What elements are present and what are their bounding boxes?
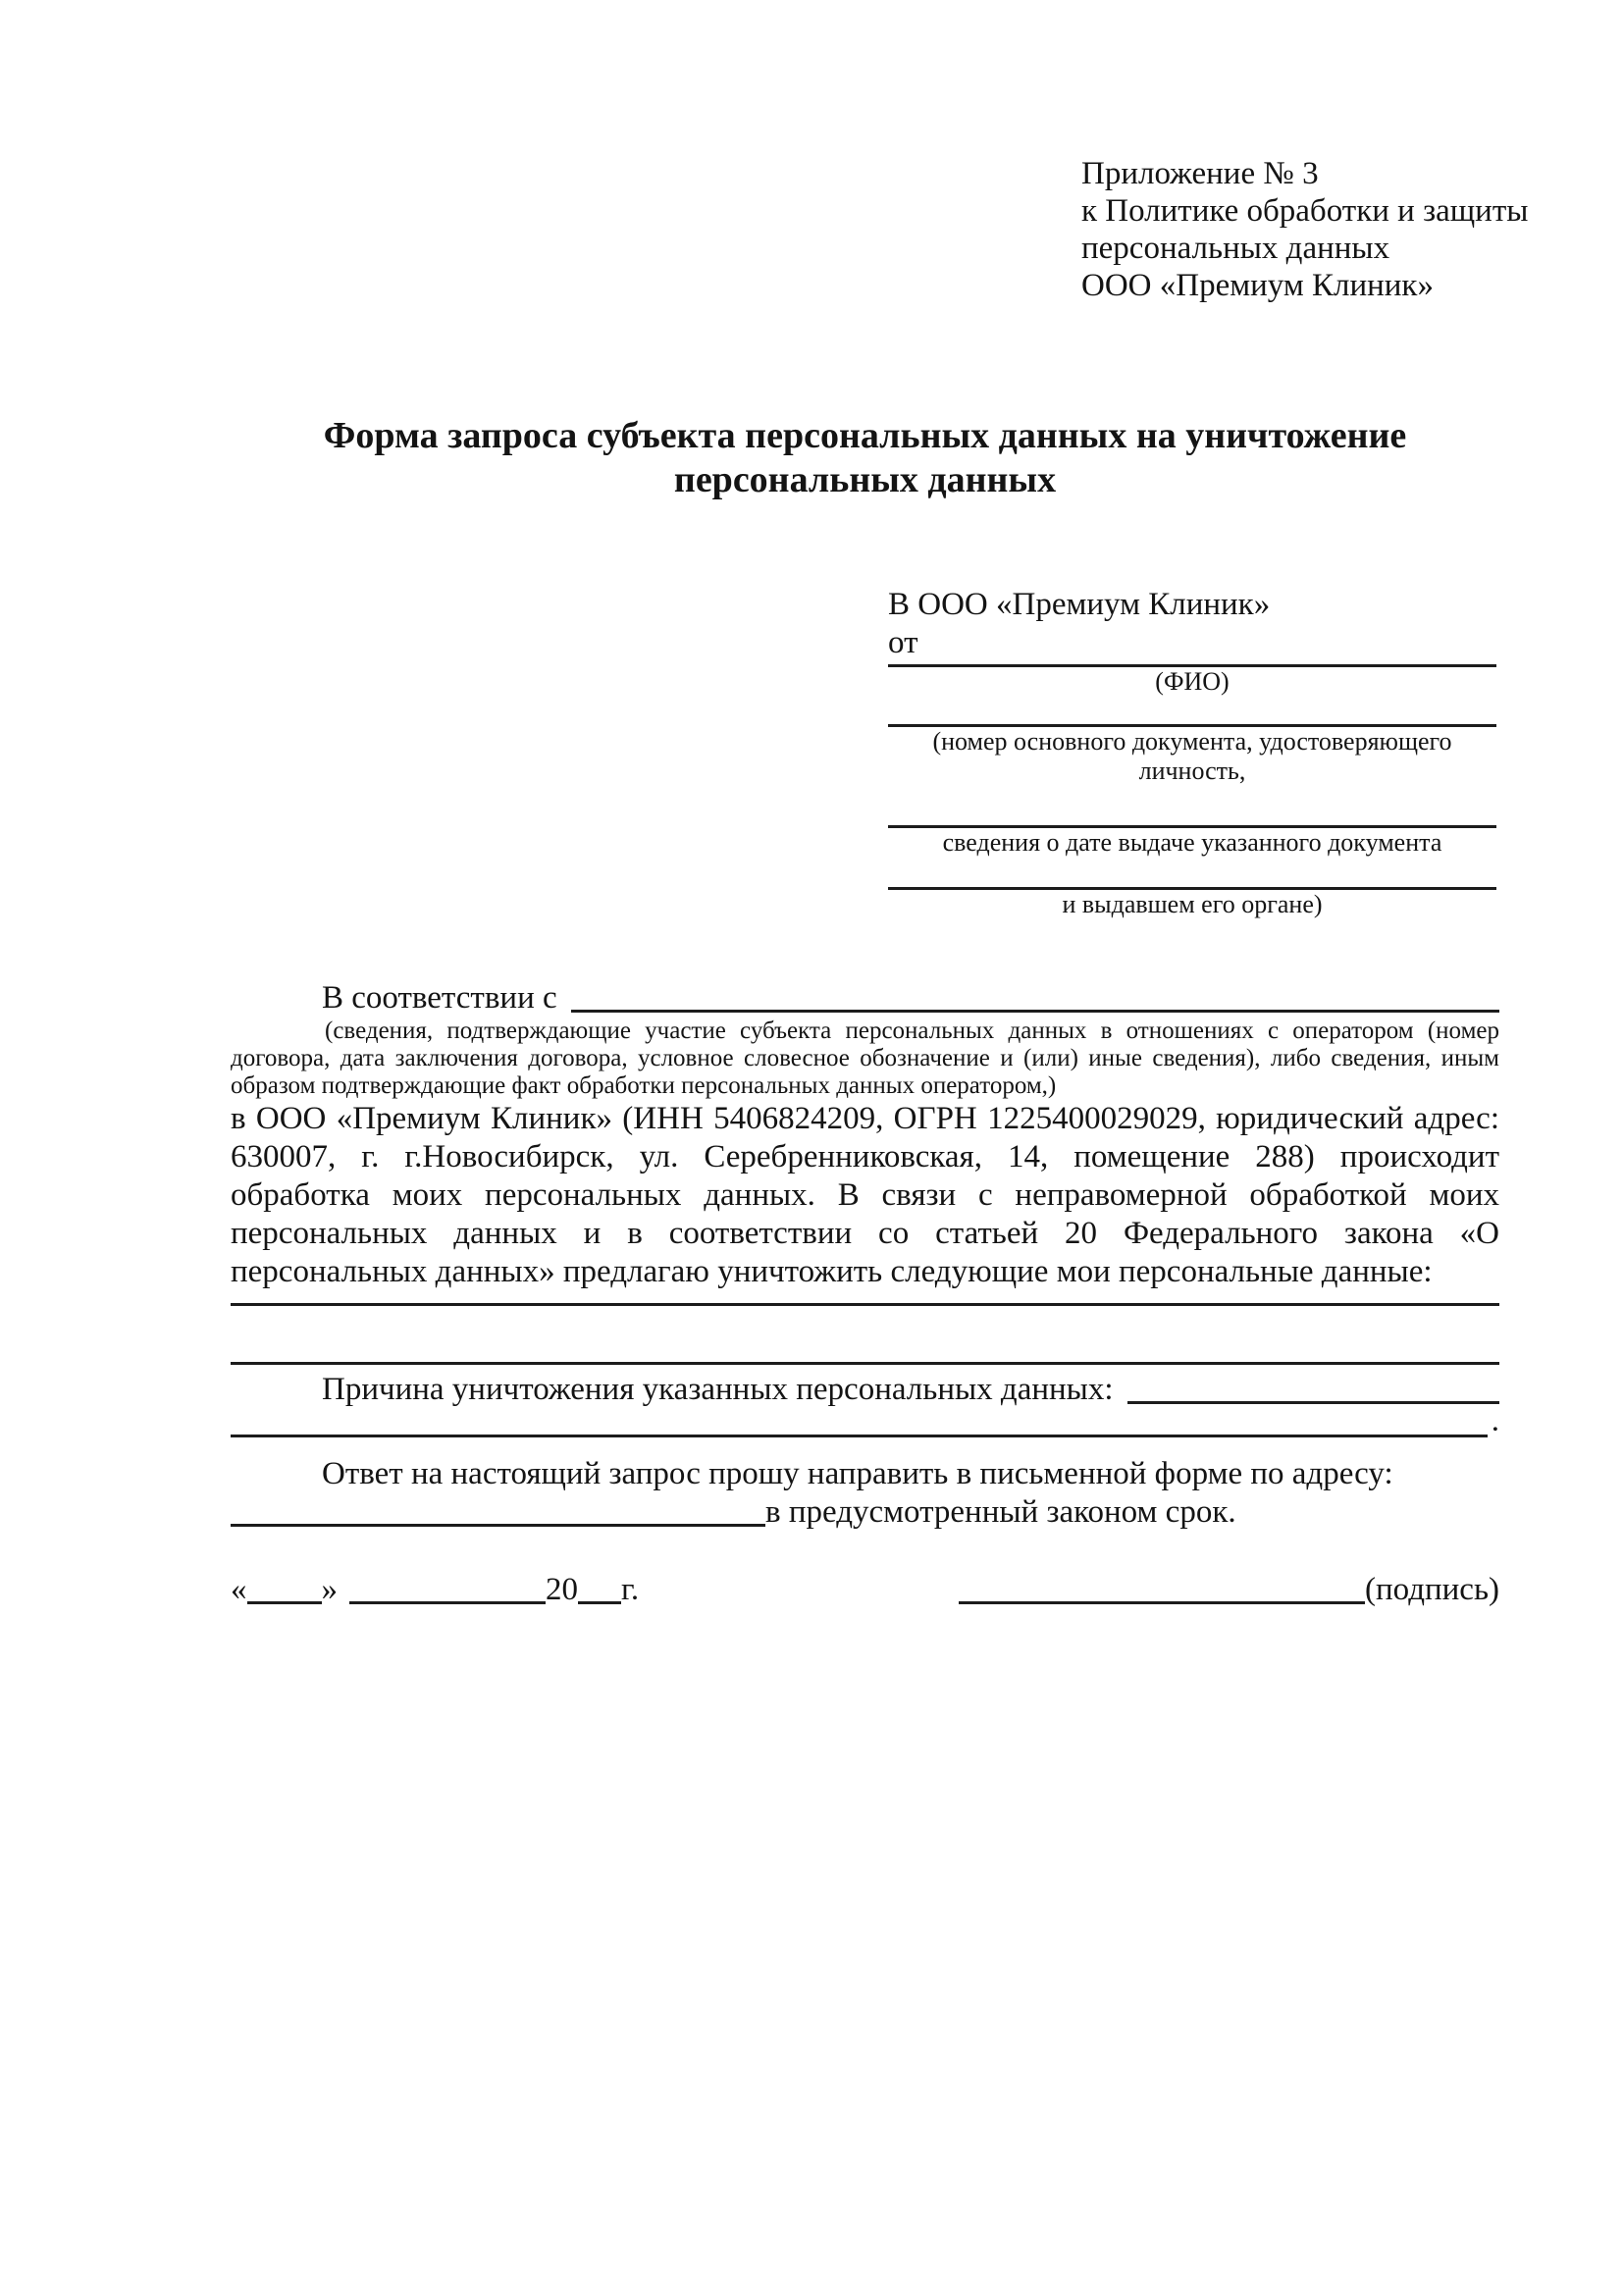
data-blank-line-1 xyxy=(231,1291,1499,1306)
appendix-policy-line1: к Политике обработки и защиты xyxy=(1081,193,1529,229)
doc-caption-3: и выдавшем его органе) xyxy=(1062,890,1323,918)
signature-blank-line xyxy=(959,1574,1365,1604)
main-paragraph: в ООО «Премиум Клиник» (ИНН 5406824209, ОГРН 1225400029029, юридический адрес: 630007, г. г.Новосибирск, ул. Серебренниковская, 14, помещение 288) происходит обработка моих персональных данных. В связи с неправомерной обработкой моих персональных данных и в соответствии со статьей 20 Федерального закона «О персональных данных» предлагаю уничтожить следующие мои персональные данные: xyxy=(231,1101,1499,1289)
reason-blank-line-2 xyxy=(231,1435,1488,1437)
date-signature-row xyxy=(231,1571,1499,1609)
date-year-suffix: г. xyxy=(621,1572,640,1607)
address-blank-line xyxy=(231,1493,765,1527)
date-day-blank xyxy=(247,1574,322,1604)
answer-tail-text: в предусмотренный законом срок. xyxy=(765,1494,1236,1530)
date-month-blank xyxy=(349,1574,546,1604)
date-quote-close: » xyxy=(321,1572,338,1607)
doc-caption-2: сведения о дате выдаче указанного документа xyxy=(942,828,1442,857)
accordance-blank-line xyxy=(571,979,1499,1013)
appendix-number: Приложение № 3 xyxy=(1081,156,1319,191)
signature-caption: (подпись) xyxy=(1365,1572,1499,1607)
signature-field xyxy=(959,1571,1499,1609)
date-quote-open: « xyxy=(231,1572,247,1607)
date-year-prefix: 20 xyxy=(546,1572,578,1607)
fine-print-note: (сведения, подтверждающие участие субъекта персональных данных в отношениях с оператором (номер договора, дата заключения договора, условное словесное обозначение и (или) иные сведения), либо сведения, иным образом подтверждающие факт обработки персональных данных оператором,) xyxy=(231,1018,1499,1099)
reason-label: Причина уничтожения указанных персональных данных: xyxy=(322,1372,1114,1407)
date-field xyxy=(231,1571,639,1609)
appendix-company: ООО «Премиум Клиник» xyxy=(1081,268,1434,303)
answer-address-row xyxy=(231,1493,1499,1532)
reason-row xyxy=(231,1371,1499,1409)
addressee-from-label: от xyxy=(888,625,918,660)
page-title xyxy=(231,414,1499,502)
appendix-header xyxy=(1081,155,1529,304)
reason-continuation-row xyxy=(231,1403,1499,1438)
reason-blank-line xyxy=(1127,1371,1499,1404)
doc-date-blank-line xyxy=(888,786,1496,828)
accordance-label: В соответствии с xyxy=(322,980,557,1016)
document-content xyxy=(231,155,1529,1609)
fio-caption: (ФИО) xyxy=(1155,667,1230,696)
page-title-line1: Форма запроса субъекта персональных данных на уничтожение xyxy=(323,415,1407,456)
data-blank-line-2 xyxy=(231,1306,1499,1365)
date-year-blank xyxy=(578,1574,621,1604)
addressee-block xyxy=(888,586,1496,919)
accordance-row xyxy=(231,979,1499,1018)
doc-authority-blank-line xyxy=(888,858,1496,890)
appendix-policy-line2: персональных данных xyxy=(1081,231,1390,266)
sentence-period: . xyxy=(1491,1403,1499,1438)
doc-number-blank-line xyxy=(888,697,1496,727)
answer-paragraph: Ответ на настоящий запрос прошу направить в письменной форме по адресу: xyxy=(322,1456,1393,1491)
addressee-to: В ООО «Премиум Клиник» xyxy=(888,587,1271,622)
page-title-line2: персональных данных xyxy=(673,459,1057,500)
doc-caption-1: (номер основного документа, удостоверяющего личность, xyxy=(932,727,1452,785)
